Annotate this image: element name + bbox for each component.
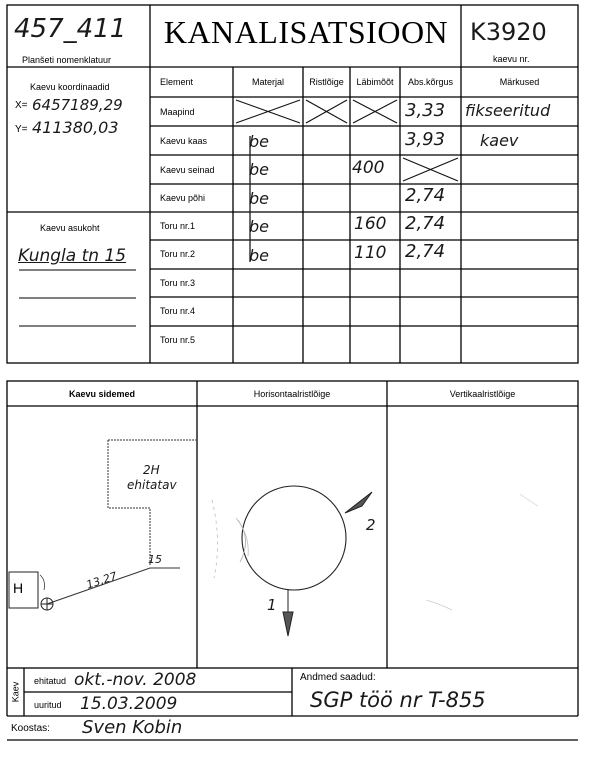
sketch-title-connections: Kaevu sidemed [68, 388, 136, 399]
kaev-label: Kaev [10, 681, 21, 703]
header-element: Element [160, 77, 194, 87]
surveyed-label: uuritud [34, 700, 62, 710]
material-value: be [249, 160, 269, 179]
pipe-2-arrow [345, 492, 372, 513]
y-coordinate: 411380,03 [32, 118, 119, 137]
built-label: ehitatud [34, 676, 67, 686]
page-title: KANALISATSIOON [163, 14, 449, 50]
row-element: Maapind [160, 107, 195, 117]
abs-height-value: 3,93 [405, 129, 446, 150]
x-coordinate: 6457189,29 [32, 96, 123, 114]
diameter-value: 160 [354, 214, 387, 234]
coordinates-label: Kaevu koordinaadid [30, 82, 110, 92]
abs-height-value: 2,74 [405, 213, 446, 234]
row-element: Toru nr.1 [160, 221, 196, 231]
author-label: Koostas: [11, 723, 50, 734]
header-abs-height: Abs.kõrgus [407, 77, 454, 87]
sheet-number: 457_411 [14, 14, 127, 44]
abs-height-value: 3,33 [405, 100, 446, 121]
row-element: Kaevu seinad [160, 165, 215, 175]
y-prefix: Y= [15, 124, 28, 135]
pipe-1-arrow [283, 612, 293, 636]
sketch-title-vertical: Vertikaalristlõige [449, 388, 516, 399]
building-label: 2H [143, 463, 160, 477]
abs-height-value: 2,74 [405, 241, 446, 262]
distance-label: 13,27 [84, 569, 119, 592]
material-value: be [249, 189, 269, 208]
diameter-value: 400 [352, 158, 385, 178]
pipe-2-label: 2 [366, 516, 376, 534]
well-circle [242, 486, 346, 590]
row-element: Toru nr.2 [160, 249, 196, 259]
material-value: be [249, 246, 269, 265]
pipe-1-label: 1 [267, 596, 277, 614]
header-material: Materjal [251, 77, 284, 87]
well-number-label: kaevu nr. [493, 54, 530, 64]
location-label: Kaevu asukoht [40, 223, 100, 233]
sheet-number-label: Planšeti nomenklatuur [22, 55, 112, 65]
distance-label: 15 [148, 553, 162, 566]
building-type-label: ehitatav [127, 478, 177, 492]
data-source-label: Andmed saadud: [300, 672, 376, 683]
row-element: Toru nr.3 [160, 278, 196, 288]
notes-value: fikseeritud [465, 101, 551, 120]
header-notes: Märkused [499, 77, 540, 87]
author-value: Sven Kobin [82, 717, 183, 738]
surveyed-value: 15.03.2009 [80, 694, 178, 714]
header-diameter: Läbimõõt [356, 77, 394, 87]
built-value: okt.-nov. 2008 [74, 670, 197, 690]
x-prefix: X= [15, 100, 28, 111]
abs-height-value: 2,74 [405, 185, 446, 206]
diameter-value: 110 [354, 243, 387, 263]
row-element: Kaevu põhi [160, 193, 206, 203]
well-number: K3920 [470, 18, 547, 46]
header-cross-section: Ristlõige [309, 77, 344, 87]
row-element: Kaevu kaas [160, 136, 208, 146]
material-value: be [249, 132, 269, 151]
house-label: H [13, 580, 24, 596]
location-value: Kungla tn 15 [18, 246, 127, 266]
row-element: Toru nr.5 [160, 335, 196, 345]
row-element: Toru nr.4 [160, 306, 196, 316]
material-value: be [249, 217, 269, 236]
sketch-title-horizontal: Horisontaalristlõige [253, 388, 331, 399]
data-source-value: SGP töö nr T-855 [310, 688, 486, 712]
notes-value: kaev [480, 131, 519, 150]
